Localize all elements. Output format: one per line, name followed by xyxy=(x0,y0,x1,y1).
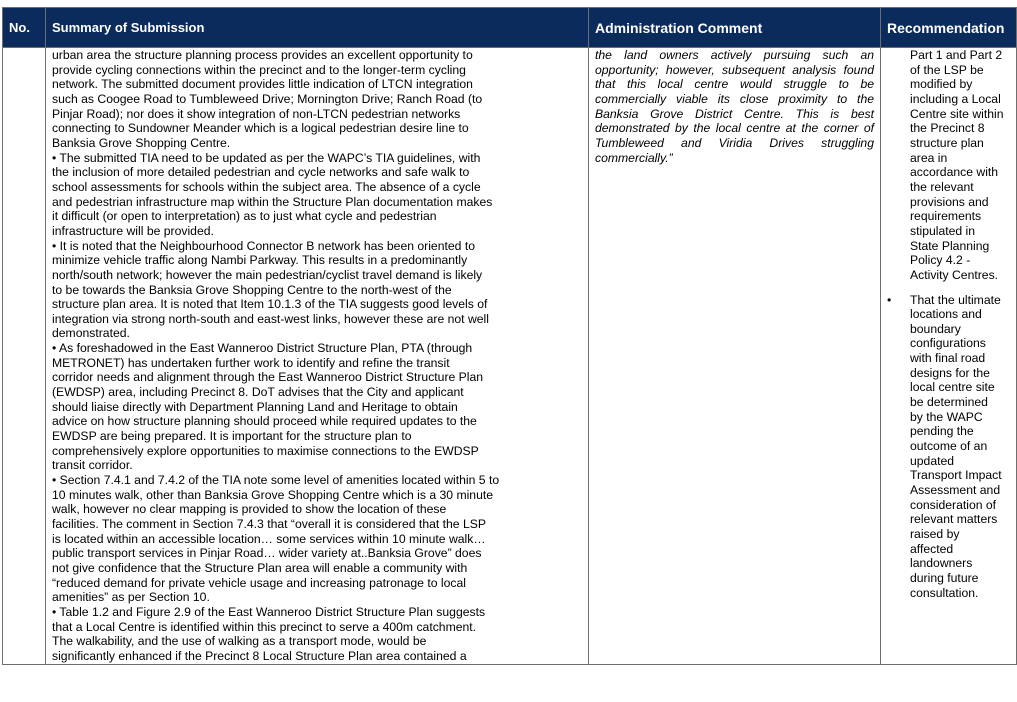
summary-line: to be towards the Banksia Grove Shopping Centre to the north-west of the xyxy=(52,282,452,297)
recommendation-line: requirements xyxy=(910,209,982,224)
summary-line: such as Coogee Road to Tumbleweed Drive; Mornington Drive; Ranch Road (to xyxy=(52,91,483,106)
recommendation-line: consideration of xyxy=(910,497,997,512)
table-row xyxy=(3,48,1017,665)
header-comment: Administration Comment xyxy=(589,8,881,48)
bullet-icon: • xyxy=(887,292,892,307)
summary-line: urban area the structure planning process provides an excellent opportunity to xyxy=(52,48,473,62)
recommendation-line: stipulated in xyxy=(910,223,976,238)
submission-table xyxy=(2,7,1017,665)
recommendation-line: Centre site within xyxy=(910,106,1004,121)
summary-line: transit corridor. xyxy=(52,458,133,473)
recommendation-line: outcome of an xyxy=(910,439,988,454)
header-row xyxy=(3,8,1017,48)
summary-line: the inclusion of more detailed pedestrian and cycle networks and safe walk to xyxy=(52,165,470,180)
recommendation-line: Part 1 and Part 2 xyxy=(910,48,1003,62)
summary-line: “reduced demand for private vehicle usage and increasing patronage to local xyxy=(52,575,466,590)
recommendation-line: locations and xyxy=(910,307,982,322)
recommendation-line: be determined xyxy=(910,395,988,410)
summary-line: • Table 1.2 and Figure 2.9 of the East Wanneroo District Structure Plan suggests xyxy=(52,604,486,619)
comment-text: the land owners actively pursuing such an opportunity; however, subsequent analysis found that this local centre would struggle to be commercially viable its close proximity to the Banksia Grove District Centre. This is best demonstrated by the local centre at the corner of Tumbleweed and Viridia Drives struggling commercially.” xyxy=(595,48,874,165)
summary-line: 10 minutes walk, other than Banksia Grove Shopping Centre which is a 30 minute xyxy=(52,487,494,502)
recommendation-item xyxy=(881,48,1012,283)
header-no: No. xyxy=(3,8,46,48)
summary-line: that a Local Centre is identified within this precinct to serve a 400m catchment. xyxy=(52,619,477,634)
summary-line: provide cycling connections within the precinct and to the longer-term cycling xyxy=(52,62,466,77)
recommendation-line: State Planning xyxy=(910,238,990,253)
summary-line: school assessments for schools within the subject area. The absence of a cycle xyxy=(52,179,481,194)
summary-line: infrastructure will be provided. xyxy=(52,223,214,238)
recommendation-line: by the WAPC xyxy=(910,409,983,424)
recommendation-line: Policy 4.2 - xyxy=(910,253,971,268)
summary-line: comprehensively explore opportunities to maximise connections to the EWDSP xyxy=(52,443,479,458)
summary-text xyxy=(46,48,588,664)
recommendation-line: Assessment and xyxy=(910,483,1001,498)
recommendation-line: designs for the xyxy=(910,365,990,380)
recommendation-line: local centre site xyxy=(910,380,995,395)
recommendation-line: of the LSP be xyxy=(910,62,984,77)
recommendation-line: structure plan xyxy=(910,135,984,150)
recommendation-line: consultation. xyxy=(910,585,979,600)
summary-line: • The submitted TIA need to be updated as per the WAPC’s TIA guidelines, with xyxy=(52,150,481,165)
summary-line: advice on how structure planning should proceed while required updates to the xyxy=(52,414,477,429)
summary-line: corridor needs and alignment through the East Wanneroo District Structure Plan xyxy=(52,370,484,385)
recommendation-line: the Precinct 8 xyxy=(910,121,985,136)
recommendation-line: boundary xyxy=(910,321,961,336)
summary-line: significantly enhanced if the Precinct 8 Local Structure Plan area contained a xyxy=(52,648,467,663)
recommendation-line: Activity Centres. xyxy=(910,267,999,282)
summary-line: should liaise directly with Department Planning Land and Heritage to obtain xyxy=(52,399,458,414)
summary-line: minimize vehicle traffic along Nambi Parkway. This results in a predominantly xyxy=(52,253,468,268)
recommendation-line: with final road xyxy=(910,351,986,366)
recommendation-line: area in xyxy=(910,150,948,165)
summary-line: EWDSP are being prepared. It is important for the structure plan to xyxy=(52,429,412,444)
summary-line: integration via strong north-south and east-west links, however these are not well xyxy=(52,311,489,326)
summary-line: it difficult (or open to interpretation) as to just what cycle and pedestrian xyxy=(52,209,437,224)
summary-line: demonstrated. xyxy=(52,326,130,341)
summary-line: structure plan area. It is noted that Item 10.1.3 of the TIA suggests good levels of xyxy=(52,297,488,312)
summary-line: not give confidence that the Structure Plan area will enable a community with xyxy=(52,560,468,575)
summary-line: METRONET) has undertaken further work to identify and refine the transit xyxy=(52,355,450,370)
recommendation-line: accordance with xyxy=(910,165,999,180)
summary-line: north/south network; however the main pedestrian/cyclist travel demand is likely xyxy=(52,267,483,282)
recommendation-line: pending the xyxy=(910,424,974,439)
recommendation-line: relevant matters xyxy=(910,512,998,527)
summary-line: Banksia Grove Shopping Centre. xyxy=(52,135,231,150)
recommendation-line: raised by xyxy=(910,527,960,541)
summary-line: walk, however no clear mapping is provided to show the location of these xyxy=(52,502,447,517)
summary-line: • Section 7.4.1 and 7.4.2 of the TIA note some level of amenities located within 5 to xyxy=(52,473,500,488)
comment-cell xyxy=(589,48,881,665)
recommendation-line: configurations xyxy=(910,336,986,351)
summary-line: is located within an accessible location… some services within 10 minute walk… xyxy=(52,531,486,546)
recommendation-line: updated xyxy=(910,453,955,468)
recommendation-line: That the ultimate xyxy=(910,292,1001,307)
summary-line: (EWDSP) area, including Precinct 8. DoT advises that the City and applicant xyxy=(52,385,464,400)
summary-line: public transport services in Pinjar Road… wider variety at..Banksia Grove” does xyxy=(52,546,482,561)
summary-cell xyxy=(46,48,589,665)
recommendation-line: including a Local xyxy=(910,91,1001,106)
recommendation-line: during future xyxy=(910,570,979,585)
row-number-cell xyxy=(3,48,46,665)
recommendation-line: provisions and xyxy=(910,194,989,209)
summary-line: The walkability, and the use of walking as a transport mode, would be xyxy=(52,634,427,649)
header-summary: Summary of Submission xyxy=(46,8,589,48)
recommendation-line: Transport Impact xyxy=(910,468,1002,483)
recommendation-line: landowners xyxy=(910,556,973,571)
recommendation-line: the relevant xyxy=(910,179,974,194)
summary-line: connecting to Sundowner Meander which is a logical pedestrian desire line to xyxy=(52,121,469,136)
recommendation-line: affected xyxy=(910,541,954,556)
recommendation-line: modified by xyxy=(910,77,973,92)
summary-line: amenities” as per Section 10. xyxy=(52,590,210,605)
summary-line: facilities. The comment in Section 7.4.3 that “overall it is considered that the LSP xyxy=(52,517,487,531)
summary-line: network. The submitted document provides little indication of LTCN integration xyxy=(52,77,473,92)
summary-line: • As foreshadowed in the East Wanneroo District Structure Plan, PTA (through xyxy=(52,341,473,356)
recommendation-cell xyxy=(881,48,1017,665)
recommendation-item xyxy=(881,293,1012,601)
summary-line: and pedestrian infrastructure map within the Structure Plan documentation makes xyxy=(52,194,493,209)
header-recommendation: Recommendation xyxy=(881,8,1017,48)
summary-line: • It is noted that the Neighbourhood Connector B network has been oriented to xyxy=(52,238,475,253)
summary-line: Pinjar Road); nor does it show integration of non-LTCN pedestrian networks xyxy=(52,106,461,121)
recommendation-list xyxy=(881,48,1016,600)
